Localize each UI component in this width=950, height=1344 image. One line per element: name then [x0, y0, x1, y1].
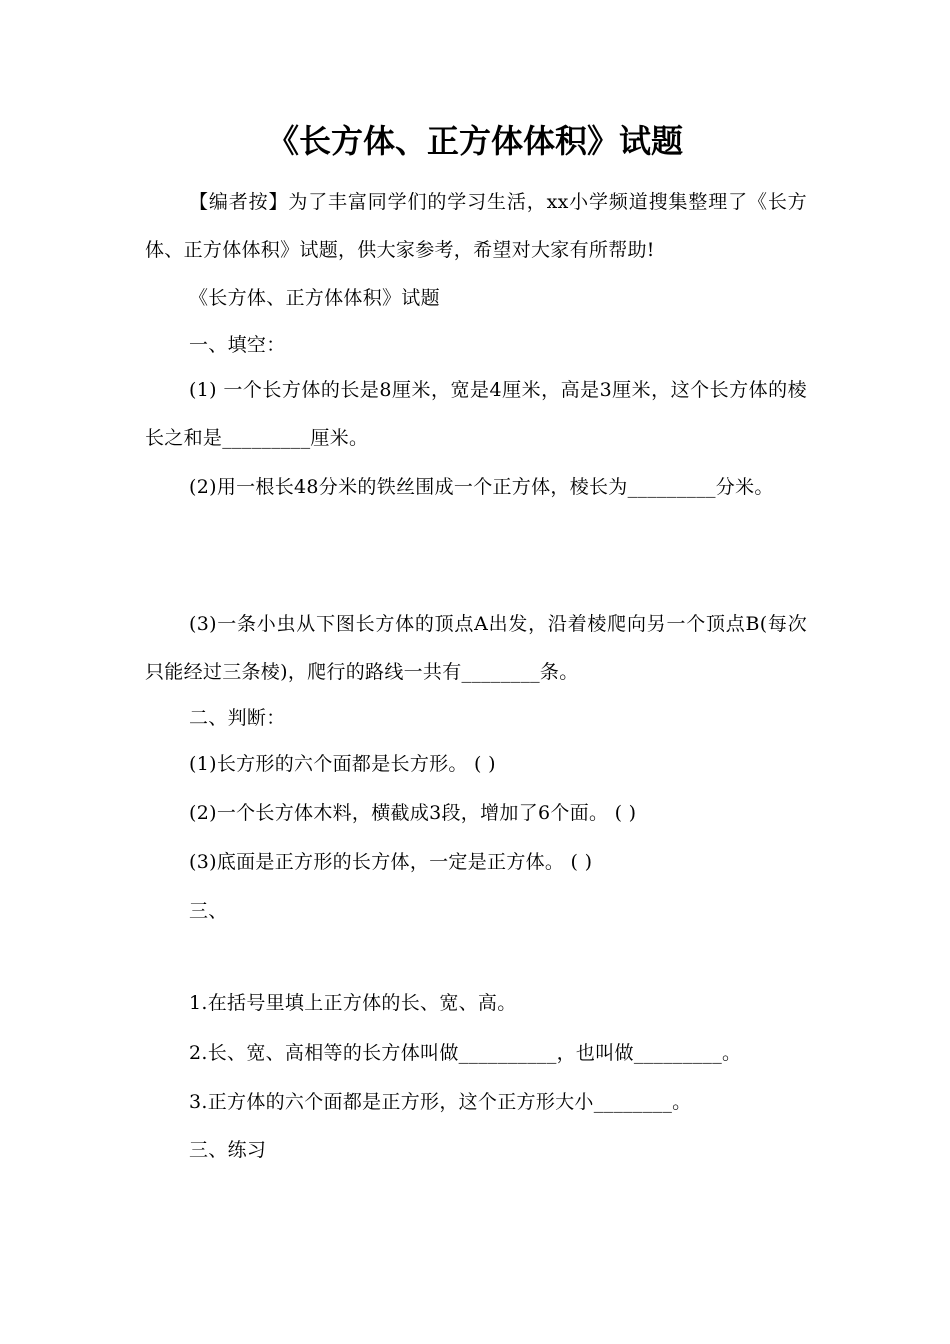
judgement-question-2: (2)一个长方体木料，横截成3段，增加了6个面。 ( ) [189, 802, 637, 824]
intro-paragraph: 【编者按】为了丰富同学们的学习生活，xx小学频道搜集整理了《长方体、正方体体积》试题，供大家参考，希望对大家有所帮助! [145, 191, 807, 261]
section-judgement-heading: 二、判断： [189, 707, 286, 729]
section-three-question-2: 2.长、宽、高相等的长方体叫做__________，也叫做_________。 [189, 1042, 742, 1064]
document-title: 《长方体、正方体体积》试题 [266, 122, 683, 160]
section-fill-blank-heading: 一、填空： [189, 334, 286, 356]
section-three-heading: 三、 [189, 900, 228, 922]
fill-blank-question-1: (1) 一个长方体的长是8厘米，宽是4厘米，高是3厘米，这个长方体的棱长之和是_________厘米。 [145, 379, 807, 449]
section-three-question-3: 3.正方体的六个面都是正方形，这个正方形大小________。 [189, 1091, 692, 1113]
judgement-question-3: (3)底面是正方形的长方体，一定是正方体。 ( ) [189, 851, 593, 873]
fill-blank-question-3: (3)一条小虫从下图长方体的顶点A出发，沿着棱爬向另一个顶点B(每次只能经过三条棱)，爬行的路线一共有________条。 [145, 613, 807, 683]
judgement-question-1: (1)长方形的六个面都是长方形。 ( ) [189, 753, 496, 775]
section-practice-heading: 三、练习 [189, 1139, 267, 1161]
subtitle: 《长方体、正方体体积》试题 [189, 287, 440, 309]
section-three-question-1: 1.在括号里填上正方体的长、宽、高。 [189, 992, 517, 1014]
fill-blank-question-2: (2)用一根长48分米的铁丝围成一个正方体，棱长为_________分米。 [189, 476, 774, 498]
